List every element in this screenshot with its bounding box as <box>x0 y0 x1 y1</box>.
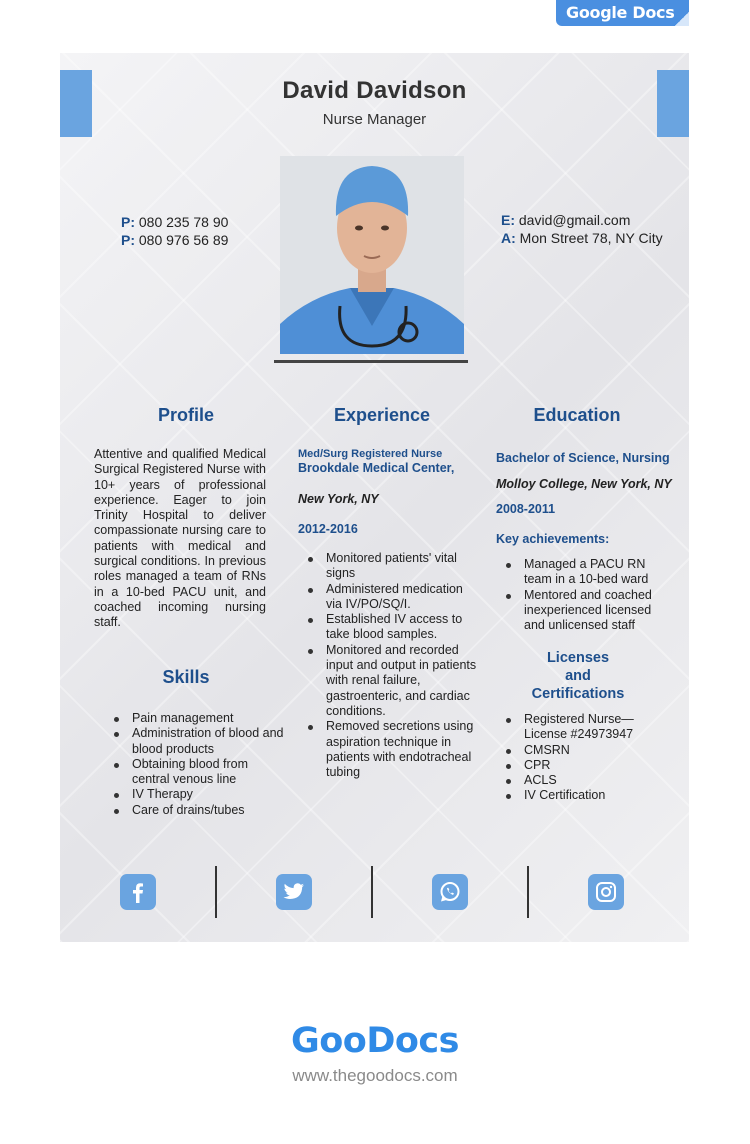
licenses-heading <box>518 649 638 703</box>
profile-heading: Profile <box>157 405 214 425</box>
education-degree: Bachelor of Science, Nursing <box>496 451 670 465</box>
profile-summary: Attentive and qualified Medical Surgical Registered Nurse with 10+ years of professional experience. Eager to join Trinity Hospital to deliver compassionate nursing care to patients with medical and surgical conditions. In previous roles managed a team of RNs in a 10-bed PACU unit, and coached incoming nursing staff. <box>94 447 266 630</box>
license-item: ACLS <box>496 773 656 788</box>
candidate-role: Nurse Manager <box>322 111 427 128</box>
google-docs-label: Google Docs <box>566 3 675 22</box>
address-label: A: <box>501 230 516 246</box>
instagram-button[interactable] <box>588 874 624 910</box>
resume-sheet <box>60 53 689 942</box>
phone-line <box>121 213 228 231</box>
skill-item: Administration of blood and blood products <box>104 726 284 757</box>
license-item: CMSRN <box>496 743 656 758</box>
email-address-contacts <box>501 211 663 247</box>
licenses-list <box>496 712 656 804</box>
skill-item: Care of drains/tubes <box>104 803 284 818</box>
experience-item: Monitored and recorded input and output in patients with renal failure, gastroenteric, and cardiac conditions. <box>298 643 478 719</box>
education-heading: Education <box>533 405 621 425</box>
address-line <box>501 229 663 247</box>
facebook-icon <box>128 881 148 903</box>
license-item: Registered Nurse—License #24973947 <box>496 712 656 743</box>
achievements-label: Key achievements: <box>496 532 610 546</box>
job-location: New York, NY <box>298 492 379 506</box>
skill-item: Pain management <box>104 711 284 726</box>
skills-heading: Skills <box>162 667 210 687</box>
email-label: E: <box>501 212 515 228</box>
phone-value: 080 235 78 90 <box>138 214 229 230</box>
phone-contacts <box>121 213 228 249</box>
job-company: Brookdale Medical Center, <box>298 461 455 475</box>
email-line <box>501 211 663 229</box>
candidate-name: David Davidson <box>282 77 467 104</box>
experience-item: Administered medication via IV/PO/SQ/I. <box>298 582 478 613</box>
skills-list <box>104 711 284 818</box>
license-item: CPR <box>496 758 656 773</box>
phone-label: P: <box>121 232 135 248</box>
social-divider <box>527 866 529 918</box>
instagram-icon <box>595 881 617 903</box>
achievement-item: Managed a PACU RN team in a 10-bed ward <box>496 557 666 588</box>
facebook-button[interactable] <box>120 874 156 910</box>
page-fold-icon <box>675 12 689 26</box>
phone-value: 080 976 56 89 <box>138 232 229 248</box>
twitter-button[interactable] <box>276 874 312 910</box>
experience-heading: Experience <box>333 405 431 425</box>
achievement-item: Mentored and coached inexperienced licensed and unlicensed staff <box>496 588 666 634</box>
experience-item: Established IV access to take blood samples. <box>298 612 478 643</box>
goodocs-url[interactable]: www.thegoodocs.com <box>292 1066 458 1085</box>
achievements-list <box>496 557 666 633</box>
experience-item: Removed secretions using aspiration technique in patients with endotracheal tubing <box>298 719 478 780</box>
email-value: david@gmail.com <box>518 212 631 228</box>
licenses-heading-line: Certifications <box>531 686 625 702</box>
whatsapp-icon <box>439 881 461 903</box>
google-docs-badge[interactable] <box>556 0 689 26</box>
profile-photo <box>280 156 464 354</box>
skill-item: IV Therapy <box>104 787 284 802</box>
licenses-heading-line: and <box>565 668 591 684</box>
goodocs-logo: GooDocs <box>291 1021 459 1061</box>
experience-item: Monitored patients' vital signs <box>298 551 478 582</box>
photo-underline <box>274 360 468 363</box>
licenses-heading-line: Licenses <box>546 650 610 666</box>
education-school: Molloy College, New York, NY <box>496 477 672 491</box>
education-dates: 2008-2011 <box>496 502 556 516</box>
phone-line <box>121 231 228 249</box>
whatsapp-button[interactable] <box>432 874 468 910</box>
license-item: IV Certification <box>496 788 656 803</box>
twitter-icon <box>283 883 305 901</box>
experience-list <box>298 551 478 780</box>
skill-item: Obtaining blood from central venous line <box>104 757 284 788</box>
job-dates: 2012-2016 <box>298 522 358 536</box>
social-divider <box>371 866 373 918</box>
address-value: Mon Street 78, NY City <box>519 230 663 246</box>
phone-label: P: <box>121 214 135 230</box>
job-title: Med/Surg Registered Nurse <box>298 448 443 460</box>
social-divider <box>215 866 217 918</box>
